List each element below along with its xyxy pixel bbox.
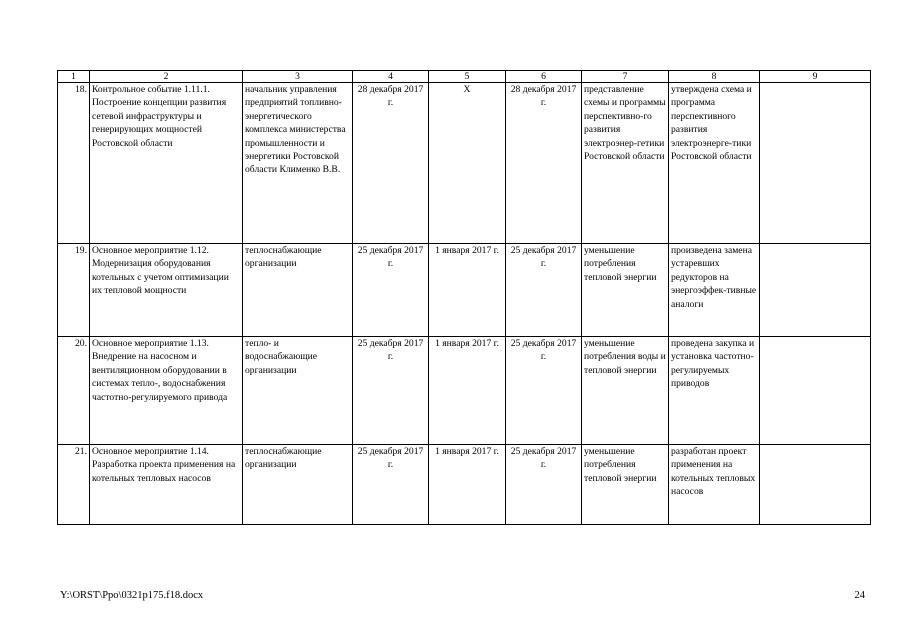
actual-result: проведена закупка и установка частотно-регулируемых приводов <box>669 337 760 445</box>
row-number: 19. <box>58 244 90 337</box>
expected-result: представление схемы и программы перспективно-го развития электроэнер-гетики Ростовской области <box>582 83 669 244</box>
event-name: Основное мероприятие 1.12. Модернизация оборудования котельных с учетом оптимизации их тепловой мощности <box>90 244 243 337</box>
event-name: Контрольное событие 1.11.1. Построение концепции развития сетевой инфраструктуры и генерирующих мощностей Ростовской области <box>90 83 243 244</box>
start-date: 25 декабря 2017 г. <box>353 445 429 525</box>
actual-result: произведена замена устаревших редукторов на энергоэффек-тивные аналоги <box>669 244 760 337</box>
end-date: 28 декабря 2017 г. <box>506 83 582 244</box>
notes-cell <box>760 244 871 337</box>
notes-cell <box>760 337 871 445</box>
notes-cell <box>760 445 871 525</box>
end-date: 25 декабря 2017 г. <box>506 337 582 445</box>
end-date: 25 декабря 2017 г. <box>506 244 582 337</box>
column-number: 5 <box>429 71 506 83</box>
table-row <box>58 244 871 337</box>
expected-result: уменьшение потребления тепловой энергии <box>582 445 669 525</box>
column-number-row <box>58 71 871 83</box>
row-number: 21. <box>58 445 90 525</box>
start-date: 25 декабря 2017 г. <box>353 244 429 337</box>
responsible-executor: тепло- и водоснабжающие организации <box>243 337 353 445</box>
responsible-executor: теплоснабжающие организации <box>243 445 353 525</box>
column-5-value: Х <box>429 83 506 244</box>
column-number: 8 <box>669 71 760 83</box>
column-number: 1 <box>58 71 90 83</box>
column-5-value: 1 января 2017 г. <box>429 244 506 337</box>
table-row <box>58 445 871 525</box>
row-number: 18. <box>58 83 90 244</box>
actual-result: разработан проект применения на котельных тепловых насосов <box>669 445 760 525</box>
column-5-value: 1 января 2017 г. <box>429 445 506 525</box>
column-number: 7 <box>582 71 669 83</box>
end-date: 25 декабря 2017 г. <box>506 445 582 525</box>
row-number: 20. <box>58 337 90 445</box>
table-row <box>58 337 871 445</box>
notes-cell <box>760 83 871 244</box>
responsible-executor: теплоснабжающие организации <box>243 244 353 337</box>
column-5-value: 1 января 2017 г. <box>429 337 506 445</box>
event-name: Основное мероприятие 1.13. Внедрение на насосном и вентиляционном оборудовании в системах тепло-, водоснабжения частотно-регулируемого привода <box>90 337 243 445</box>
actual-result: утверждена схема и программа перспективного развития электроэнерге-тики Ростовской области <box>669 83 760 244</box>
document-file-path: Y:\ORST\Ppo\0321p175.f18.docx <box>60 590 204 601</box>
start-date: 28 декабря 2017 г. <box>353 83 429 244</box>
column-number: 3 <box>243 71 353 83</box>
start-date: 25 декабря 2017 г. <box>353 337 429 445</box>
responsible-executor: начальник управления предприятий топливно-энергетического комплекса министерства промышленности и энергетики Ростовской области Клименко В.В. <box>243 83 353 244</box>
expected-result: уменьшение потребления тепловой энергии <box>582 244 669 337</box>
column-number: 4 <box>353 71 429 83</box>
column-number: 2 <box>90 71 243 83</box>
event-name: Основное мероприятие 1.14. Разработка проекта применения на котельных тепловых насосов <box>90 445 243 525</box>
schedule-table <box>57 70 871 525</box>
expected-result: уменьшение потребления воды и тепловой энергии <box>582 337 669 445</box>
column-number: 9 <box>760 71 871 83</box>
page-number: 24 <box>854 590 865 601</box>
table-row <box>58 83 871 244</box>
column-number: 6 <box>506 71 582 83</box>
